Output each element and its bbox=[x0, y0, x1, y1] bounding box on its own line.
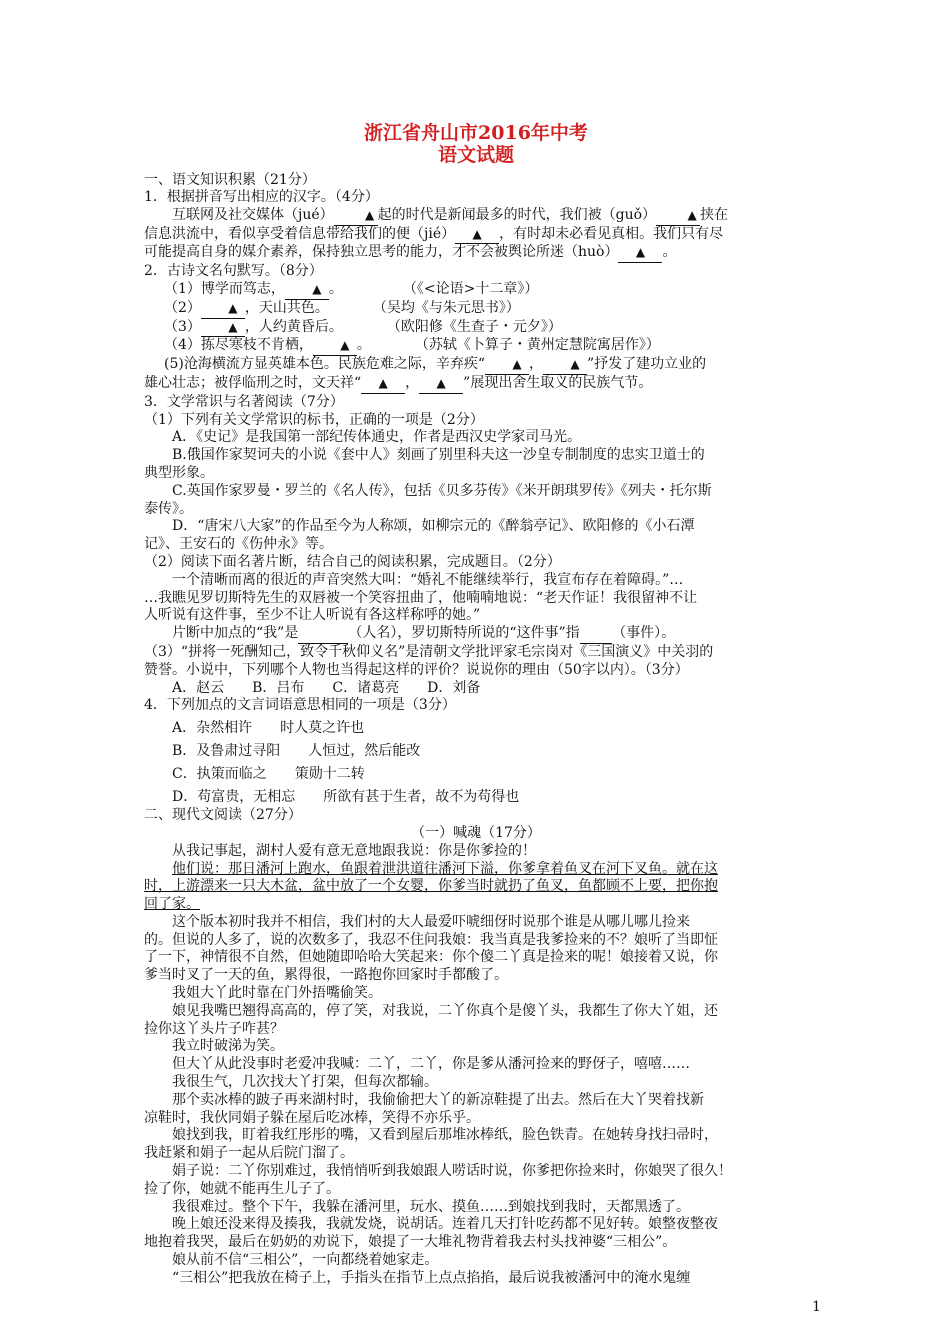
q3-option-d-cont: 记》、王安石的《伤仲永》等。 bbox=[144, 536, 333, 553]
triangle-icon: ▲ bbox=[340, 338, 350, 353]
passage-line: 娘见我嘴巴翘得高高的，停了笑，对我说，二丫你真个是傻丫头，我都生了你大丫姐，还 bbox=[172, 1002, 718, 1019]
passage-line: 捡你这丫头片子咋甚？ bbox=[144, 1020, 284, 1037]
q1-label: 1．根据拼音写出相应的汉字。（4分） bbox=[144, 189, 379, 205]
q3-sub3: （3）“拼将一死酬知己，致令千秋仰义名”是清朝文学批评家毛宗岗对《三国演义》中关羽的 bbox=[144, 643, 714, 660]
answer-blank bbox=[298, 625, 348, 644]
q4-option-c: C．执策而临之 策勋十二转 bbox=[172, 766, 365, 783]
passage-line: 的。但说的人多了，说的次数多了，我忍不住问我娘：我当真是我爹捡来的不？娘听了当即怔 bbox=[144, 931, 718, 948]
triangle-icon: ▲ bbox=[635, 245, 646, 260]
q2-item3: （3） ▲ ，人约黄昏后。 （欧阳修《生查子・元夕》） bbox=[144, 319, 808, 338]
triangle-icon: ▲ bbox=[687, 207, 697, 222]
q2-label: 2．古诗文名句默写。（8分） bbox=[144, 263, 323, 280]
answer-blank bbox=[543, 356, 587, 375]
q3-option-b: B.俄国作家契诃夫的小说《套中人》刻画了别里科夫这一沙皇专制制度的忠实卫道士的 bbox=[172, 447, 705, 464]
passage-body bbox=[144, 843, 808, 1288]
q3-option-a: A．《史记》是我国第一部纪传体通史，作者是西汉史学家司马光。 bbox=[172, 429, 582, 446]
triangle-icon: ▲ bbox=[312, 281, 322, 296]
q3-sub2: （2）阅读下面名著片断，结合自己的阅读积累，完成题目。（2分） bbox=[144, 553, 561, 570]
triangle-icon: ▲ bbox=[512, 357, 522, 372]
triangle-icon: ▲ bbox=[436, 375, 446, 390]
answer-blank bbox=[334, 207, 378, 226]
part1-heading: 一、语文知识积累（21分） bbox=[144, 172, 316, 188]
passage-line: 这个版本初时我并不相信，我们村的大人最爱吓唬细伢时说那个谁是从哪儿哪儿捡来 bbox=[172, 913, 690, 930]
q2-item1: （1）博学而笃志， ▲ 。 （《<论语>十二章》） bbox=[144, 281, 808, 300]
passage-line: 爹当时叉了一天的鱼，累得很，一路抱你回家时手都酸了。 bbox=[144, 967, 508, 984]
passage-line: 我立时破涕为笑。 bbox=[172, 1038, 284, 1055]
triangle-icon: ▲ bbox=[228, 319, 238, 334]
q4-option-b: B．及鲁肃过寻阳 人恒过，然后能改 bbox=[172, 743, 421, 760]
q3-label: 3．文学常识与名著阅读（7分） bbox=[144, 393, 344, 410]
answer-blank bbox=[201, 319, 245, 338]
passage-line: 我很生气，几次找大丫打架，但每次都输。 bbox=[172, 1074, 438, 1091]
answer-blank bbox=[485, 356, 529, 375]
passage-line: 从我记事起，湖村人爱有意无意地跟我说：你是你爹捡的！ bbox=[172, 842, 536, 859]
passage-line: 捡了你，她就不能再生儿子了。 bbox=[144, 1180, 340, 1197]
answer-blank bbox=[656, 207, 700, 226]
q1-line3: 可能提高自身的媒介素养，保持独立思考的能力，才不会被舆论所迷（huò） ▲ 。 bbox=[144, 244, 808, 263]
answer-blank bbox=[419, 375, 463, 394]
q4-option-d: D．苟富贵，无相忘 所欲有甚于生者，故不为苟得也 bbox=[172, 789, 520, 806]
passage-line: 他们说：那日潘河上跑水，鱼跟着泄洪道往潘河下溢，你爹拿着鱼叉在河下叉鱼。就在这 bbox=[172, 860, 718, 877]
passage-line: 地抱着我哭，最后在奶奶的劝说下，娘提了一大堆礼物背着我去村头找神婆“三相公”。 bbox=[144, 1234, 677, 1251]
passage-line: 凉鞋时，我伙同娟子躲在屋后吃冰棒，笑得不亦乐乎。 bbox=[144, 1109, 480, 1126]
passage-line: 我姐大丫此时靠在门外捂嘴偷笑。 bbox=[172, 985, 382, 1002]
q4-label: 4．下列加点的文言词语意思相同的一项是（3分） bbox=[144, 697, 456, 714]
answer-blank bbox=[618, 244, 662, 263]
passage-line: 那个卖冰棒的跛子再来湖村时，我偷偷把大丫的新凉鞋提了出去。然后在大丫哭着找新 bbox=[172, 1091, 704, 1108]
q3-sub3-options: A．赵云 B．吕布 C．诸葛亮 D．刘备 bbox=[172, 679, 481, 696]
q3-option-c-cont: 泰传》。 bbox=[144, 500, 193, 517]
triangle-icon: ▲ bbox=[365, 207, 375, 222]
q3-sub3-cont: 赞誉。小说中，下列哪个人物也当得起这样的评价？说说你的理由（50字以内）。（3分） bbox=[144, 661, 689, 678]
passage-line: “三相公”把我放在椅子上，手指头在指节上点点掐掐，最后说我被潘河中的淹水鬼缠 bbox=[172, 1269, 691, 1286]
passage-line: 娟子说：二丫你别难过，我悄悄听到我娘跟人唠话时说，你爹把你捡来时，你娘哭了很久！ bbox=[172, 1163, 732, 1180]
triangle-icon: ▲ bbox=[378, 375, 388, 390]
q3-option-c: C.英国作家罗曼・罗兰的《名人传》，包括《贝多芬传》《米开朗琪罗传》《列夫・托尔斯 bbox=[172, 482, 712, 499]
q3-passage-line2: …我瞧见罗切斯特先生的双唇被一个笑容扭曲了，他喃喃地说：“老天作证！我很留神不让 bbox=[144, 589, 698, 606]
answer-blank bbox=[201, 300, 245, 319]
passage-line: 了一下，神情很不自然，但她随即哈哈大笑起来：你个傻二丫真是捡来的呢！娘接着又说，你 bbox=[144, 949, 718, 966]
q3-option-b-cont: 典型形象。 bbox=[144, 464, 214, 481]
q3-passage-line1: 一个清晰而离的很近的声音突然大叫：“婚礼不能继续举行，我宣布存在着障碍。”… bbox=[172, 571, 684, 588]
q1-line1: 互联网及社交媒体（jué） ▲ 起的时代是新闻最多的时代，我们被（guǒ） ▲ 挟在 bbox=[144, 207, 808, 226]
q3-sub1: （1）下列有关文学常识的标书，正确的一项是（2分） bbox=[144, 411, 484, 428]
answer-blank bbox=[285, 281, 329, 300]
q2-item5-cont: 雄心壮志；被俘临刑之时，文天祥“ ▲ ， ▲ ”展现出舍生取义的民族气节。 bbox=[144, 375, 808, 394]
q2-item5: (5)沧海横流方显英雄本色。民族危难之际，辛弃疾“ ▲ ， ▲ ”抒发了建功立业的 bbox=[144, 356, 808, 375]
passage-line: 我很难过。整个下午，我躲在潘河里，玩水、摸鱼……到娘找到我时，天都黑透了。 bbox=[172, 1198, 690, 1215]
page-number: 1 bbox=[812, 1299, 821, 1315]
answer-blank bbox=[580, 625, 612, 644]
triangle-icon: ▲ bbox=[228, 300, 238, 315]
q1-line2: 信息洪流中，看似享受着信息带给我们的便（jié） ▲ ，有时却未必看见真相。我们只有尽 bbox=[144, 226, 808, 245]
passage-line: 时，上游漂来一只大木盆，盆中放了一个女婴，你爹当时就扔了鱼叉，鱼都顾不上要，把你抱 bbox=[144, 878, 718, 895]
q4-option-a: A．杂然相许 时人莫之许也 bbox=[172, 720, 365, 737]
passage-line: 晚上娘还没来得及揍我，我就发烧，说胡话。连着几天打针吃药都不见好转。娘整夜整夜 bbox=[172, 1216, 718, 1233]
q2-item2: （2） ▲ ，天山共色。 （吴均《与朱元思书》） bbox=[144, 300, 808, 319]
triangle-icon: ▲ bbox=[472, 226, 482, 241]
passage-line: 我赶紧和娟子一起从后院门溜了。 bbox=[144, 1145, 354, 1162]
document-page bbox=[144, 118, 808, 1288]
part2-heading: 二、现代文阅读（27分） bbox=[144, 807, 302, 824]
passage-line: 娘从前不信“三相公”，一向都绕着她家走。 bbox=[172, 1252, 439, 1269]
q3-passage-line3: 人听说有这件事，至少不让人听说有各这样称呼的她。” bbox=[144, 607, 481, 624]
q2-item4: （4）拣尽寒枝不肯栖， ▲ 。 （苏轼《卜算子・黄州定慧院寓居作》） bbox=[144, 337, 808, 356]
exam-subtitle: 语文试题 bbox=[437, 144, 514, 166]
passage-line: 娘找到我，盯着我红彤彤的嘴，又看到屋后那堆冰棒纸，脸色铁青。在她转身找扫帚时， bbox=[172, 1127, 718, 1144]
q3-fill-line: 片断中加点的“我”是 （人名），罗切斯特所说的“这件事”指 （事件）。 bbox=[144, 625, 808, 644]
answer-blank bbox=[313, 337, 357, 356]
passage-line: 但大丫从此没事时老爱冲我喊：二丫，二丫，你是爹从潘河捡来的野伢子，嘻嘻…… bbox=[172, 1056, 690, 1073]
exam-title: 浙江省舟山市2016年中考 bbox=[364, 122, 588, 144]
part2-passage-title: （一）喊魂（17分） bbox=[411, 824, 541, 841]
q3-option-d: D．“唐宋八大家”的作品至今为人称颂，如柳宗元的《醉翁亭记》、欧阳修的《小石潭 bbox=[172, 518, 695, 535]
answer-blank bbox=[361, 375, 405, 394]
passage-line: 回了家。 bbox=[144, 896, 200, 913]
triangle-icon: ▲ bbox=[570, 357, 580, 372]
answer-blank bbox=[455, 226, 499, 245]
